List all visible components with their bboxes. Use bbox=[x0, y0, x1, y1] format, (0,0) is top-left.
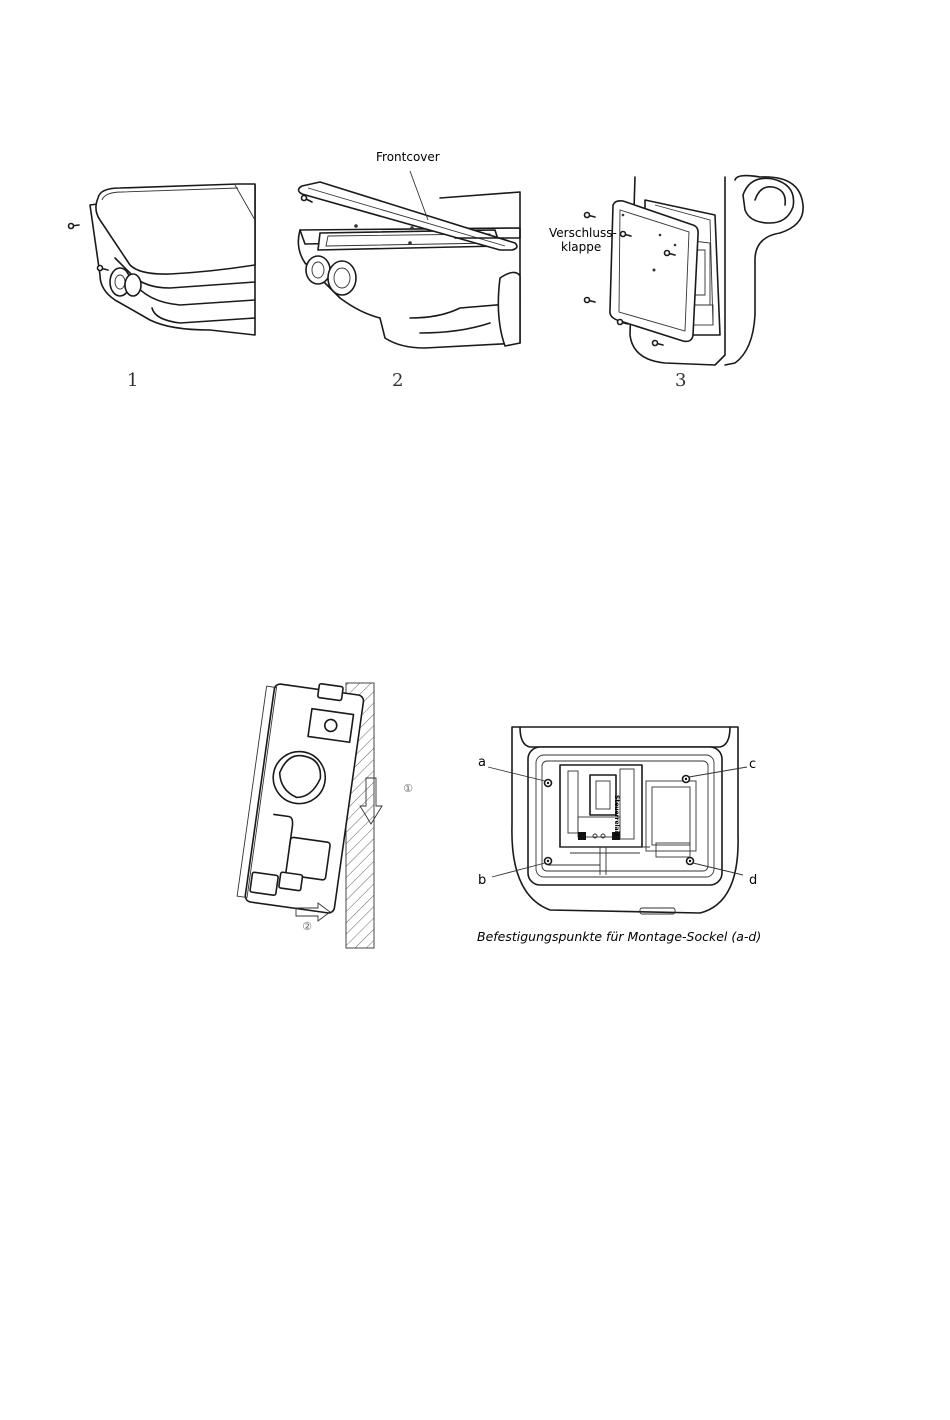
mounting-points-caption: Befestigungspunkte für Montage-Sockel (a-d) bbox=[477, 929, 762, 944]
figure-step1-drawing bbox=[60, 180, 260, 350]
figure-mounting-base-drawing bbox=[500, 725, 750, 920]
screw-icon bbox=[585, 298, 596, 303]
verschlussklappe-label-line1: Verschluss- bbox=[549, 226, 617, 240]
component-label: Steuerrelais bbox=[613, 795, 620, 837]
mounting-point-c-label: c bbox=[749, 757, 757, 772]
screw-icon bbox=[98, 266, 109, 271]
screw-icon bbox=[69, 224, 80, 229]
mounting-point-a-label: a bbox=[478, 755, 486, 770]
mounting-point-d-label: d bbox=[749, 873, 758, 888]
mounting-point-b-label: b bbox=[478, 873, 487, 888]
mounting-point-d-icon bbox=[687, 858, 694, 865]
screw-icon bbox=[585, 213, 596, 218]
mounting-point-a-icon bbox=[545, 780, 552, 787]
figure-step2-drawing bbox=[290, 168, 520, 358]
figure-wall-mounting-drawing bbox=[240, 678, 380, 950]
step-number-2: 2 bbox=[392, 370, 404, 391]
frontcover-label: Frontcover bbox=[376, 150, 440, 164]
step-number-3: 3 bbox=[675, 370, 687, 391]
arrow-step-2-marker: ② bbox=[302, 920, 312, 933]
verschlussklappe-label-line2: klappe bbox=[561, 240, 602, 254]
step-number-1: 1 bbox=[127, 370, 139, 391]
figure-step3-drawing bbox=[575, 175, 815, 375]
screw-icon bbox=[653, 341, 664, 346]
mounting-point-b-icon bbox=[545, 858, 552, 865]
mounting-point-c-icon bbox=[683, 776, 690, 783]
arrow-step-1-marker: ① bbox=[403, 782, 413, 795]
